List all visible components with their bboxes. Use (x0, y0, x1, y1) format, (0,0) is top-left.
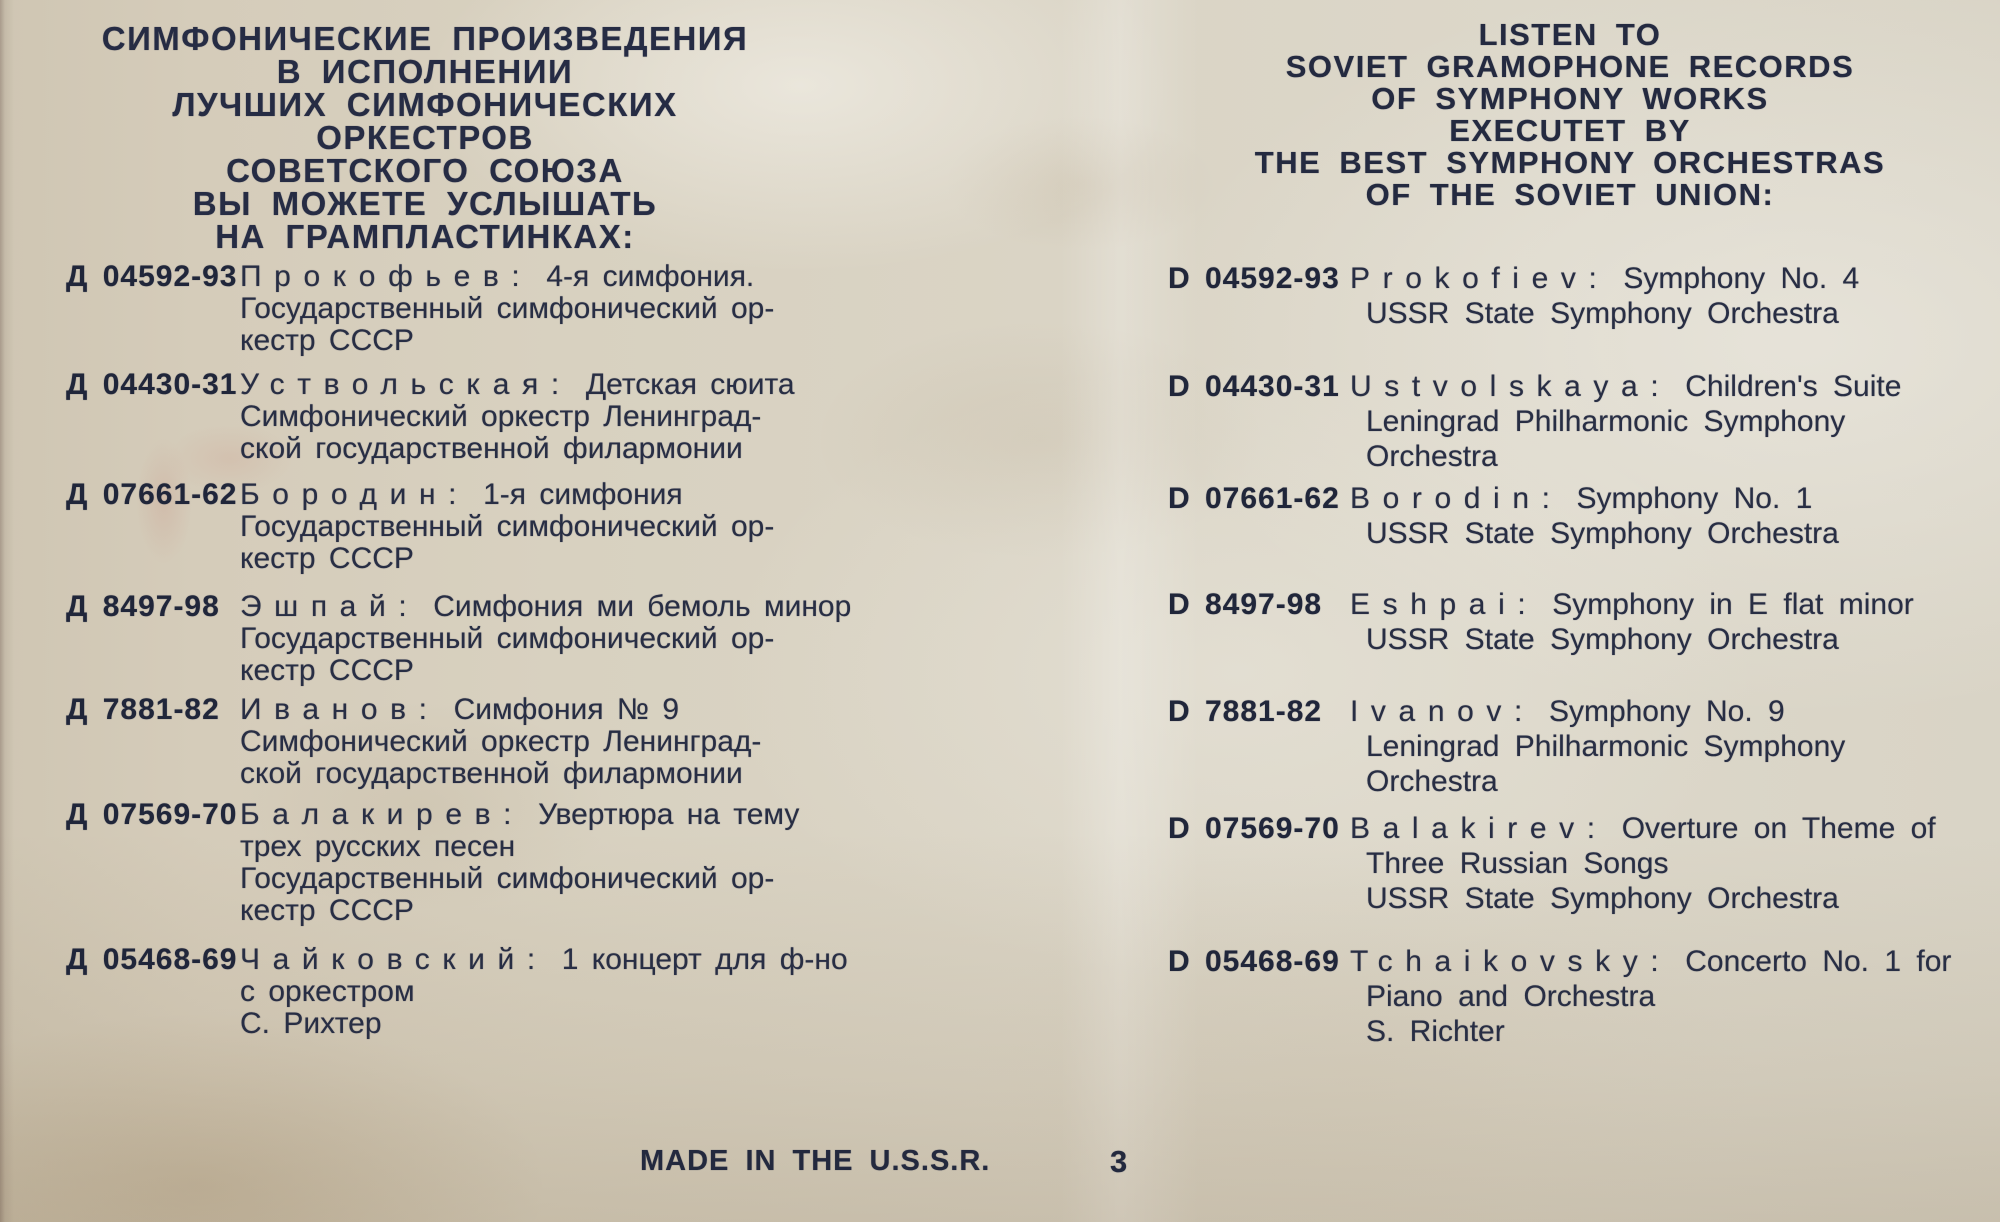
heading-line: В ИСПОЛНЕНИИ (276, 53, 574, 90)
composer-name: Балакирев: (240, 798, 525, 831)
heading-line: EXECUTET BY (1449, 113, 1691, 148)
composer-name: Бородин: (240, 478, 470, 511)
entry-text (1350, 369, 1990, 474)
catalog-entry (66, 694, 865, 790)
catalog-entry (66, 944, 865, 1040)
composer-name: Ivanov: (1350, 695, 1535, 728)
catalog-entry (66, 799, 865, 927)
composer-name: Иванов: (240, 693, 440, 726)
composer-name: Balakirev: (1350, 812, 1608, 845)
catalog-number: D 8497-98 (1168, 588, 1323, 621)
performer-line: ской государственной филармонии (240, 757, 743, 790)
heading-line: OF THE SOVIET UNION: (1365, 177, 1775, 212)
work-title: Children's Suite (1685, 370, 1902, 403)
work-title: 4-я симфония. (546, 260, 755, 293)
catalog-entry (1168, 369, 1990, 474)
composer-name: Eshpai: (1350, 588, 1539, 621)
performer-line: Leningrad Philharmonic Symphony (1366, 405, 1846, 438)
catalog-entry (1168, 944, 1990, 1049)
entry-text (240, 261, 865, 357)
composer-name: Prokofiev: (1350, 262, 1610, 295)
title-line (240, 261, 865, 293)
catalog-number: Д 05468-69 (66, 943, 238, 976)
title-line (240, 944, 865, 976)
catalog-number: Д 04430-31 (66, 368, 238, 401)
title-line (1350, 261, 1990, 296)
title-line (1350, 481, 1990, 516)
catalog-entry (1168, 261, 1990, 331)
catalog-number: D 04592-93 (1168, 262, 1340, 295)
catalog-entry (1168, 694, 1990, 799)
heading-line: СОВЕТСКОГО СОЮЗА (226, 152, 624, 189)
performer-line: ской государственной филармонии (240, 432, 743, 465)
heading-line: SOVIET GRAMOPHONE RECORDS (1285, 49, 1855, 84)
entry-text (1350, 694, 1990, 799)
performer-line: Государственный симфонический ор- (240, 622, 775, 655)
performer-line: USSR State Symphony Orchestra (1366, 882, 1839, 915)
entry-text (1350, 811, 1990, 916)
page-number: 3 (1110, 1144, 1128, 1179)
composer-name: Ustvolskaya: (1350, 370, 1672, 403)
catalog-entry (1168, 811, 1990, 916)
heading-line: THE BEST SYMPHONY ORCHESTRAS (1254, 145, 1886, 180)
catalog-entry (66, 591, 865, 687)
performer-line: Piano and Orchestra (1366, 980, 1656, 1013)
title-line (240, 479, 865, 511)
performer-line: кестр СССР (240, 654, 414, 687)
performer-line: Государственный симфонический ор- (240, 292, 775, 325)
heading-line: LISTEN TO (1478, 17, 1662, 52)
heading-line: OF SYMPHONY WORKS (1371, 81, 1769, 116)
performer-line: с оркестром (240, 975, 415, 1008)
entry-text (1350, 261, 1990, 331)
performer-line: USSR State Symphony Orchestra (1366, 297, 1839, 330)
catalog-entry (66, 261, 865, 357)
russian-heading (80, 22, 770, 253)
entry-text (240, 369, 865, 465)
heading-line: ВЫ МОЖЕТЕ УСЛЫШАТЬ (192, 185, 658, 222)
work-title: Симфония № 9 (453, 693, 680, 726)
work-title: Overture on Theme of (1621, 812, 1936, 845)
work-title: 1 концерт для ф-но (561, 943, 848, 976)
catalog-entry (1168, 587, 1990, 657)
performer-line: Симфонический оркестр Ленинград- (240, 725, 762, 758)
entry-text (240, 591, 865, 687)
heading-line: НА ГРАМПЛАСТИНКАХ: (215, 218, 635, 255)
catalog-entry (66, 479, 865, 575)
performer-line: USSR State Symphony Orchestra (1366, 623, 1839, 656)
performer-line: С. Рихтер (240, 1007, 382, 1040)
work-title: Symphony in E flat minor (1552, 588, 1914, 621)
work-title: Symphony No. 1 (1576, 482, 1813, 515)
performer-line: Orchestra (1366, 765, 1498, 798)
entry-text (1350, 481, 1990, 551)
performer-line: кестр СССР (240, 894, 414, 927)
title-line (1350, 369, 1990, 404)
performer-line: трех русских песен (240, 830, 516, 863)
performer-line: Leningrad Philharmonic Symphony (1366, 730, 1846, 763)
performer-line: кестр СССР (240, 542, 414, 575)
catalog-number: D 07661-62 (1168, 482, 1340, 515)
catalog-entry (66, 369, 865, 465)
composer-name: Чайковский: (240, 943, 548, 976)
entry-text (240, 479, 865, 575)
catalog-entry (1168, 481, 1990, 551)
title-line (1350, 694, 1990, 729)
performer-line: Orchestra (1366, 440, 1498, 473)
work-title: Увертюра на тему (538, 798, 800, 831)
catalog-number: Д 07569-70 (66, 798, 238, 831)
composer-name: Tchaikovsky: (1350, 945, 1672, 978)
catalog-number: D 05468-69 (1168, 945, 1340, 978)
composer-name: Прокофьев: (240, 260, 533, 293)
work-title: Симфония ми бемоль минор (433, 590, 852, 623)
heading-line: СИМФОНИЧЕСКИЕ ПРОИЗВЕДЕНИЯ (101, 20, 749, 57)
entry-text (1350, 587, 1990, 657)
work-title: Concerto No. 1 for (1685, 945, 1952, 978)
performer-line: Three Russian Songs (1366, 847, 1669, 880)
performer-line: кестр СССР (240, 324, 414, 357)
work-title: 1-я симфония (483, 478, 683, 511)
title-line (240, 799, 865, 831)
catalog-number: D 04430-31 (1168, 370, 1340, 403)
title-line (1350, 811, 1990, 846)
entry-text (1350, 944, 1990, 1049)
title-line (1350, 944, 1990, 979)
catalog-number: Д 07661-62 (66, 478, 238, 511)
heading-line: ЛУЧШИХ СИМФОНИЧЕСКИХ ОРКЕСТРОВ (172, 86, 678, 156)
title-line (240, 694, 865, 726)
entry-text (240, 694, 865, 790)
composer-name: Borodin: (1350, 482, 1563, 515)
performer-line: USSR State Symphony Orchestra (1366, 517, 1839, 550)
catalog-number: D 07569-70 (1168, 812, 1340, 845)
work-title: Symphony No. 4 (1623, 262, 1860, 295)
performer-line: Государственный симфонический ор- (240, 862, 775, 895)
title-line (1350, 587, 1990, 622)
work-title: Symphony No. 9 (1548, 695, 1785, 728)
work-title: Детская сюита (585, 368, 795, 401)
english-heading (1225, 19, 1915, 211)
title-line (240, 369, 865, 401)
entry-text (240, 799, 865, 927)
performer-line: Симфонический оркестр Ленинград- (240, 400, 762, 433)
performer-line: S. Richter (1366, 1015, 1505, 1048)
title-line (240, 591, 865, 623)
entry-text (240, 944, 865, 1040)
performer-line: Государственный симфонический ор- (240, 510, 775, 543)
made-in-label: MADE IN THE U.S.S.R. (640, 1145, 991, 1177)
catalog-number: D 7881-82 (1168, 695, 1323, 728)
catalog-number: Д 04592-93 (66, 260, 238, 293)
catalog-number: Д 7881-82 (66, 693, 220, 726)
composer-name: Эшпай: (240, 590, 420, 623)
composer-name: Уствольская: (240, 368, 572, 401)
catalog-number: Д 8497-98 (66, 590, 220, 623)
